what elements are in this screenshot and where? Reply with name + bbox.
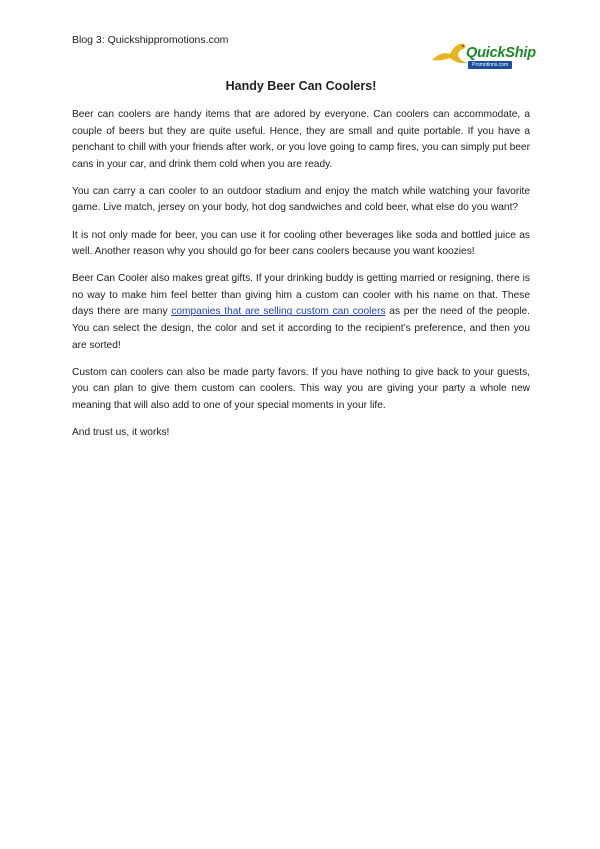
logo-text: QuickShip [466,45,536,61]
article-title: Handy Beer Can Coolers! [225,79,377,93]
quickship-logo[interactable] [430,34,534,72]
paragraph-6: And trust us, it works! [72,427,170,438]
custom-can-coolers-link[interactable]: companies that are selling custom can coolers [171,306,386,318]
article [72,72,530,452]
header-title: Blog 3: Quickshippromotions.com [72,34,229,46]
paragraph-4 [72,271,530,354]
logo-subtitle: Promotions.com [468,61,512,69]
page-header [72,34,536,74]
paragraph-1: Beer can coolers are handy items that are adored by everyone. Can coolers can accommodate, a couple of beers but they are quite useful. Hence, they are small and quite portable. If you have a penchant to chill with your friends after work, or you love going to camp fires, you can simply put beer cans in your car, and drink them cold when you are ready. [72,109,530,170]
paragraph-2: You can carry a can cooler to an outdoor stadium and enjoy the match while watching your favorite game. Live match, jersey on your body, hot dog sandwiches and cold beer, what else do you want? [72,185,530,214]
paragraph-4-text-before: Beer Can Cooler also makes great gifts. If your drinking buddy is getting married or resigning, there is no way to make him feel better than giving him a custom can cooler with his name on that. These days there are many [72,273,530,318]
paragraph-4-text-after: as per the need of the people. You can select the design, the color and set it according to the recipient’s preference, and then you are sorted! [72,306,530,351]
kangaroo-icon [430,36,470,66]
paragraph-5: Custom can coolers can also be made party favors. If you have nothing to give back to your guests, you can plan to give them custom can coolers. This way you are giving your party a whole new meaning that will also add to one of your special moments in your life. [72,366,530,411]
paragraph-3: It is not only made for beer, you can use it for cooling other beverages like soda and bottled juice as well. Another reason why you should go for beer cans coolers because you want koozies! [72,229,530,258]
